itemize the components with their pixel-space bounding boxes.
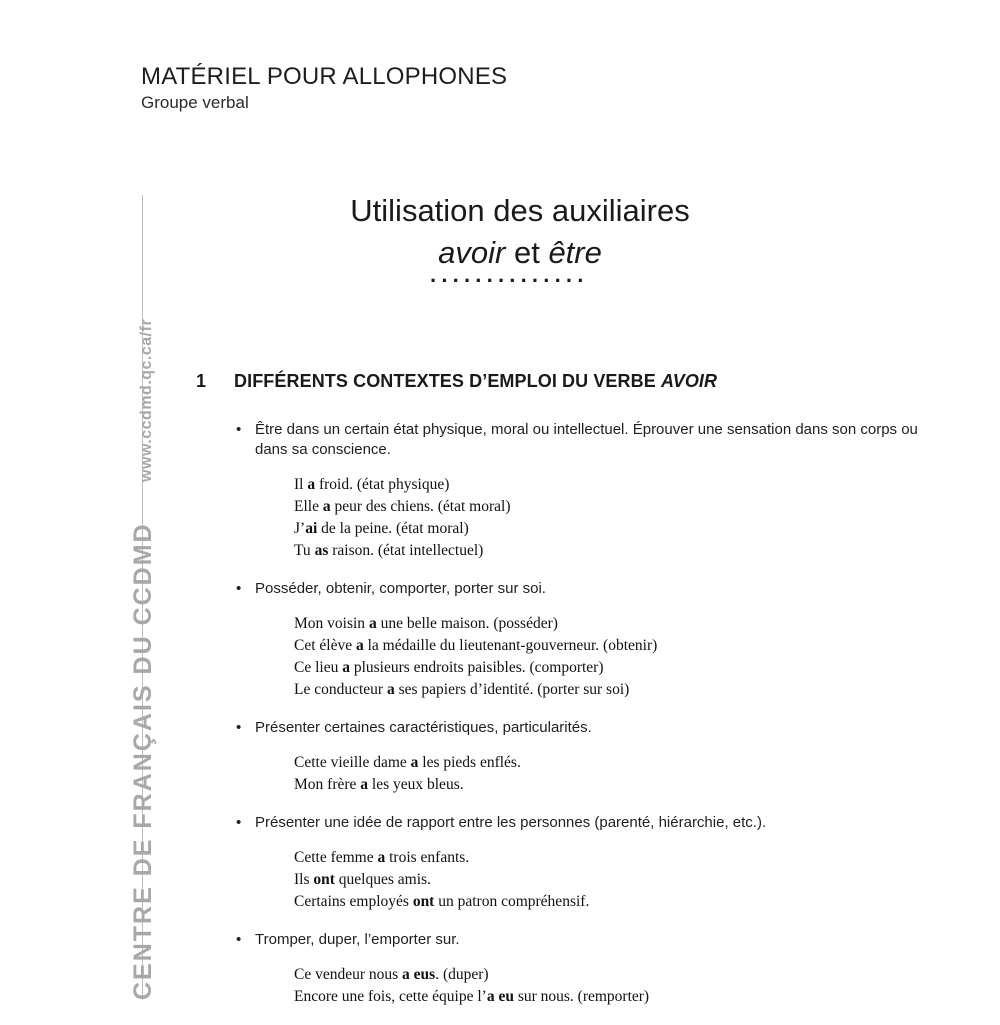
example-verb: a — [355, 637, 364, 654]
example-sentence — [294, 613, 926, 635]
example-verb: as — [314, 542, 329, 559]
example-verb: a eu — [486, 988, 514, 1005]
example-list — [294, 613, 926, 701]
example-text: Cette femme — [294, 849, 378, 866]
bullet-item — [236, 420, 926, 460]
example-verb: a — [307, 476, 316, 493]
example-text: quelques amis. — [334, 871, 431, 888]
title-avoir: avoir — [438, 235, 506, 270]
example-text: sur nous. (remporter) — [513, 988, 650, 1005]
example-verb: ont — [412, 893, 435, 910]
usage-group — [236, 420, 926, 562]
section-title: DIFFÉRENTS CONTEXTES D’EMPLOI DU VERBE — [234, 371, 656, 391]
example-verb: a — [322, 498, 331, 515]
example-text: Mon frère — [294, 776, 361, 793]
example-text: froid. (état physique) — [315, 476, 450, 493]
example-verb: ont — [313, 871, 335, 888]
example-text: de la peine. (état moral) — [317, 520, 469, 537]
example-text: Mon voisin — [294, 615, 369, 632]
page-header — [141, 62, 507, 114]
example-verb: a — [377, 849, 386, 866]
example-verb: ai — [305, 520, 318, 537]
example-text: Ils — [294, 871, 314, 888]
example-verb: a eus — [402, 966, 436, 983]
example-list — [294, 847, 926, 913]
example-verb: a — [360, 776, 369, 793]
example-sentence — [294, 891, 926, 913]
bullet-item — [236, 813, 926, 833]
example-text: plusieurs endroits paisibles. (comporter) — [349, 659, 604, 676]
example-list — [294, 474, 926, 562]
example-text: les pieds enflés. — [418, 754, 521, 771]
section-heading — [196, 371, 717, 392]
title-line-1: Utilisation des auxiliaires — [350, 193, 690, 228]
title-et: et — [513, 235, 540, 270]
example-text: Ce lieu — [294, 659, 343, 676]
bullet-text: Posséder, obtenir, comporter, porter sur soi. — [255, 580, 546, 597]
header-title: MATÉRIEL POUR ALLOPHONES — [141, 63, 508, 90]
usage-group — [236, 813, 926, 913]
bullet-item — [236, 579, 926, 599]
example-text: les yeux bleus. — [368, 776, 464, 793]
example-text: Le conducteur — [294, 681, 387, 698]
usage-group — [236, 718, 926, 796]
example-sentence — [294, 869, 926, 891]
side-watermark — [129, 319, 158, 1000]
example-text: Cette vieille dame — [294, 754, 411, 771]
example-text: ses papiers d’identité. (porter sur soi) — [394, 681, 630, 698]
document-title — [300, 190, 740, 292]
example-sentence — [294, 847, 926, 869]
example-sentence — [294, 540, 926, 562]
example-text: un patron compréhensif. — [434, 893, 590, 910]
bullet-text: Être dans un certain état physique, moral ou intellectuel. Éprouver une sensation dans son corps ou dans sa conscience. — [255, 421, 918, 458]
bullet-icon: • — [236, 580, 242, 597]
example-text: Ce vendeur nous — [294, 966, 403, 983]
side-url: www.ccdmd.qc.ca/fr — [138, 318, 155, 482]
example-sentence — [294, 774, 926, 796]
example-sentence — [294, 679, 926, 701]
content-list — [236, 420, 926, 1025]
example-verb: a — [410, 754, 419, 771]
example-verb: a — [368, 615, 377, 632]
example-sentence — [294, 635, 926, 657]
example-sentence — [294, 986, 926, 1008]
usage-group — [236, 579, 926, 701]
bullet-item — [236, 718, 926, 738]
example-text: la médaille du lieutenant-gouverneur. (obtenir) — [363, 637, 658, 654]
example-text: Elle — [294, 498, 323, 515]
example-text: Cet élève — [294, 637, 356, 654]
example-sentence — [294, 518, 926, 540]
example-text: raison. (état intellectuel) — [328, 542, 484, 559]
usage-group — [236, 930, 926, 1008]
example-text: Il — [294, 476, 308, 493]
example-text: Encore une fois, cette équipe l’ — [294, 988, 487, 1005]
bullet-text: Tromper, duper, l’emporter sur. — [255, 931, 460, 948]
header-subtitle: Groupe verbal — [141, 93, 249, 112]
example-verb: a — [386, 681, 395, 698]
example-text: Tu — [294, 542, 315, 559]
example-text: . (duper) — [435, 966, 489, 983]
example-text: Certains employés — [294, 893, 413, 910]
bullet-icon: • — [236, 931, 242, 948]
example-verb: a — [342, 659, 350, 676]
example-text: peur des chiens. (état moral) — [330, 498, 511, 515]
bullet-text: Présenter une idée de rapport entre les personnes (parenté, hiérarchie, etc.). — [255, 814, 767, 831]
bullet-icon: • — [236, 814, 242, 831]
example-sentence — [294, 657, 926, 679]
example-list — [294, 964, 926, 1008]
example-sentence — [294, 964, 926, 986]
example-sentence — [294, 752, 926, 774]
example-list — [294, 752, 926, 796]
side-brand: CENTRE DE FRANÇAIS DU CCDMD — [129, 522, 157, 1000]
section-title-italic: AVOIR — [660, 371, 718, 391]
title-dotted-rule: ·············· — [430, 268, 589, 293]
bullet-text: Présenter certaines caractéristiques, particularités. — [255, 719, 592, 736]
bullet-icon: • — [236, 421, 242, 438]
example-text: une belle maison. (posséder) — [376, 615, 558, 632]
example-text: trois enfants. — [385, 849, 470, 866]
section-number: 1 — [196, 371, 207, 391]
example-text: J’ — [294, 520, 306, 537]
bullet-icon: • — [236, 719, 242, 736]
bullet-item — [236, 930, 926, 950]
title-etre: être — [548, 235, 602, 270]
example-sentence — [294, 474, 926, 496]
example-sentence — [294, 496, 926, 518]
